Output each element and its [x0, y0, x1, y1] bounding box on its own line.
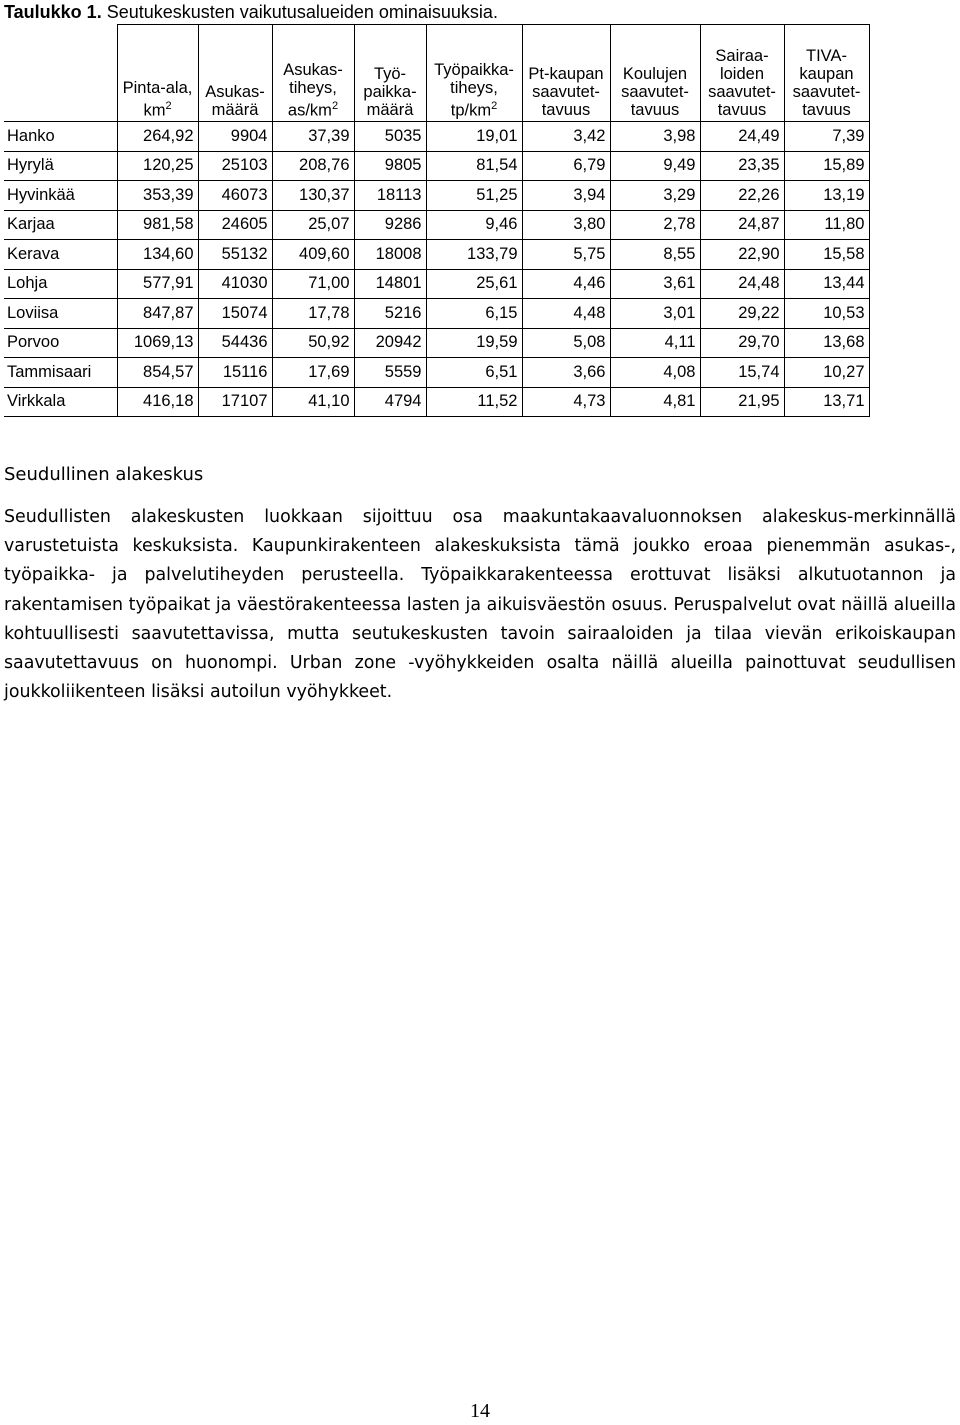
table-cell: 7,39: [784, 122, 869, 152]
table-row: [4, 210, 869, 240]
table-corner-cell: [4, 25, 117, 122]
row-label: Porvoo: [4, 328, 117, 358]
table-cell: 3,01: [610, 299, 700, 329]
table-cell: 55132: [198, 240, 272, 270]
table-cell: 9286: [354, 210, 426, 240]
table-cell: 24605: [198, 210, 272, 240]
table-cell: 22,26: [700, 181, 784, 211]
table-cell: 13,68: [784, 328, 869, 358]
column-header-superscript: 2: [165, 99, 172, 112]
table-cell: 5035: [354, 122, 426, 152]
table-cell: 208,76: [272, 151, 354, 181]
table-cell: 4,08: [610, 358, 700, 388]
table-cell: 41,10: [272, 387, 354, 417]
column-header-label: Sairaa-loiden saavutet-tavuus: [708, 47, 776, 119]
table-cell: 15,89: [784, 151, 869, 181]
section-title: Seudullinen alakeskus: [4, 464, 204, 485]
table-cell: 3,61: [610, 269, 700, 299]
table-cell: 3,29: [610, 181, 700, 211]
column-header: [354, 25, 426, 122]
column-header: [522, 25, 610, 122]
table-cell: 13,44: [784, 269, 869, 299]
table-cell: 4,81: [610, 387, 700, 417]
table-caption-text: Seutukeskusten vaikutusalueiden ominaisuuksia.: [101, 2, 498, 22]
table-cell: 2,78: [610, 210, 700, 240]
table-cell: 133,79: [426, 240, 522, 270]
table-cell: 5216: [354, 299, 426, 329]
table-cell: 15,74: [700, 358, 784, 388]
column-header-label: Pinta-ala, km: [122, 78, 193, 119]
table-cell: 81,54: [426, 151, 522, 181]
table-row: [4, 387, 869, 417]
table-cell: 20942: [354, 328, 426, 358]
table-cell: 25,07: [272, 210, 354, 240]
table-cell: 19,01: [426, 122, 522, 152]
table-cell: 8,55: [610, 240, 700, 270]
row-label: Lohja: [4, 269, 117, 299]
table-cell: 15116: [198, 358, 272, 388]
table-cell: 29,22: [700, 299, 784, 329]
column-header: [700, 25, 784, 122]
table-row: [4, 151, 869, 181]
table-cell: 3,94: [522, 181, 610, 211]
column-header-label: Työpaikka-tiheys, tp/km: [434, 60, 514, 119]
table-row: [4, 269, 869, 299]
page-number: 14: [470, 1400, 490, 1422]
table-row: [4, 328, 869, 358]
table-cell: 11,52: [426, 387, 522, 417]
row-label: Loviisa: [4, 299, 117, 329]
data-table: [4, 24, 870, 417]
table-cell: 409,60: [272, 240, 354, 270]
table-cell: 71,00: [272, 269, 354, 299]
table-header-row: [4, 25, 869, 122]
column-header: [272, 25, 354, 122]
table-caption-label: Taulukko 1.: [4, 2, 102, 22]
table-cell: 5,08: [522, 328, 610, 358]
table-cell: 4,46: [522, 269, 610, 299]
column-header-label: Asukas-tiheys, as/km: [283, 60, 343, 119]
table-cell: 9,49: [610, 151, 700, 181]
table-row: [4, 122, 869, 152]
table-cell: 3,42: [522, 122, 610, 152]
table-cell: 847,87: [117, 299, 198, 329]
table-cell: 3,98: [610, 122, 700, 152]
table-cell: 13,19: [784, 181, 869, 211]
table-cell: 24,49: [700, 122, 784, 152]
table-cell: 120,25: [117, 151, 198, 181]
table-cell: 14801: [354, 269, 426, 299]
table-cell: 29,70: [700, 328, 784, 358]
table-cell: 17,78: [272, 299, 354, 329]
table-cell: 264,92: [117, 122, 198, 152]
table-cell: 23,35: [700, 151, 784, 181]
column-header-superscript: 2: [491, 99, 498, 112]
column-header: [426, 25, 522, 122]
table-row: [4, 240, 869, 270]
column-header: [784, 25, 869, 122]
body-paragraph: Seudullisten alakeskusten luokkaan sijoittuu osa maakuntakaavaluonnoksen alakeskus-merkinnällä varustetuista keskuksista. Kaupunkirakenteen alakeskuksista tämä joukko eroaa pienemmän asukas-, työpaikka- ja palvelutiheyden perusteella. Työpaikkarakenteessa erottuvat lisäksi alkutuotannon ja rakentamisen työpaikat ja väestörakenteessa lasten ja aikuisväestön osuus. Peruspalvelut ovat näillä alueilla kohtuullisesti saavutettavissa, mutta seutukeskusten tavoin sairaaloiden ja tilaa vievän erikoiskaupan saavutettavuus on huonompi. Urban zone -vyöhykkeiden osalta näillä alueilla painottuvat seudullisen joukkoliikenteen lisäksi autoilun vyöhykkeet.: [4, 507, 956, 703]
column-header-superscript: 2: [331, 99, 339, 112]
table-cell: 13,71: [784, 387, 869, 417]
table-cell: 41030: [198, 269, 272, 299]
table-cell: 3,66: [522, 358, 610, 388]
table-cell: 4794: [354, 387, 426, 417]
table-cell: 981,58: [117, 210, 198, 240]
table-cell: 17,69: [272, 358, 354, 388]
table-cell: 18113: [354, 181, 426, 211]
table-cell: 24,48: [700, 269, 784, 299]
row-label: Kerava: [4, 240, 117, 270]
row-label: Virkkala: [4, 387, 117, 417]
table-cell: 9,46: [426, 210, 522, 240]
table-cell: 17107: [198, 387, 272, 417]
table-cell: 24,87: [700, 210, 784, 240]
table-cell: 10,27: [784, 358, 869, 388]
column-header: [117, 25, 198, 122]
table-cell: 15,58: [784, 240, 869, 270]
table-cell: 54436: [198, 328, 272, 358]
table-cell: 416,18: [117, 387, 198, 417]
table-cell: 9805: [354, 151, 426, 181]
table-cell: 6,51: [426, 358, 522, 388]
table-cell: 577,91: [117, 269, 198, 299]
table-cell: 19,59: [426, 328, 522, 358]
table-row: [4, 358, 869, 388]
table-caption: [4, 0, 498, 24]
table-cell: 353,39: [117, 181, 198, 211]
table-cell: 22,90: [700, 240, 784, 270]
table-cell: 5,75: [522, 240, 610, 270]
row-label: Hanko: [4, 122, 117, 152]
table-cell: 134,60: [117, 240, 198, 270]
table-body: [4, 122, 869, 417]
table-cell: 854,57: [117, 358, 198, 388]
row-label: Tammisaari: [4, 358, 117, 388]
table-row: [4, 299, 869, 329]
column-header-label: Koulujen saavutet-tavuus: [621, 65, 689, 119]
column-header: [198, 25, 272, 122]
table-cell: 18008: [354, 240, 426, 270]
table-cell: 15074: [198, 299, 272, 329]
table-cell: 6,15: [426, 299, 522, 329]
table-cell: 130,37: [272, 181, 354, 211]
table-cell: 25,61: [426, 269, 522, 299]
table-cell: 50,92: [272, 328, 354, 358]
column-header-label: Pt-kaupan saavutet-tavuus: [528, 65, 604, 119]
column-header-label: TIVA-kaupan saavutet-tavuus: [792, 47, 861, 119]
column-header-label: Työ-paikka-määrä: [363, 65, 417, 119]
table-cell: 10,53: [784, 299, 869, 329]
table-cell: 3,80: [522, 210, 610, 240]
column-header-label: Asukas-määrä: [205, 83, 265, 119]
row-label: Hyvinkää: [4, 181, 117, 211]
table-cell: 4,73: [522, 387, 610, 417]
table-cell: 25103: [198, 151, 272, 181]
table-cell: 11,80: [784, 210, 869, 240]
table-cell: 51,25: [426, 181, 522, 211]
table-cell: 4,48: [522, 299, 610, 329]
table-cell: 5559: [354, 358, 426, 388]
table-cell: 6,79: [522, 151, 610, 181]
table-row: [4, 181, 869, 211]
row-label: Karjaa: [4, 210, 117, 240]
table-cell: 37,39: [272, 122, 354, 152]
column-header: [610, 25, 700, 122]
table-cell: 46073: [198, 181, 272, 211]
table-cell: 1069,13: [117, 328, 198, 358]
row-label: Hyrylä: [4, 151, 117, 181]
table-cell: 4,11: [610, 328, 700, 358]
table-cell: 21,95: [700, 387, 784, 417]
table-cell: 9904: [198, 122, 272, 152]
